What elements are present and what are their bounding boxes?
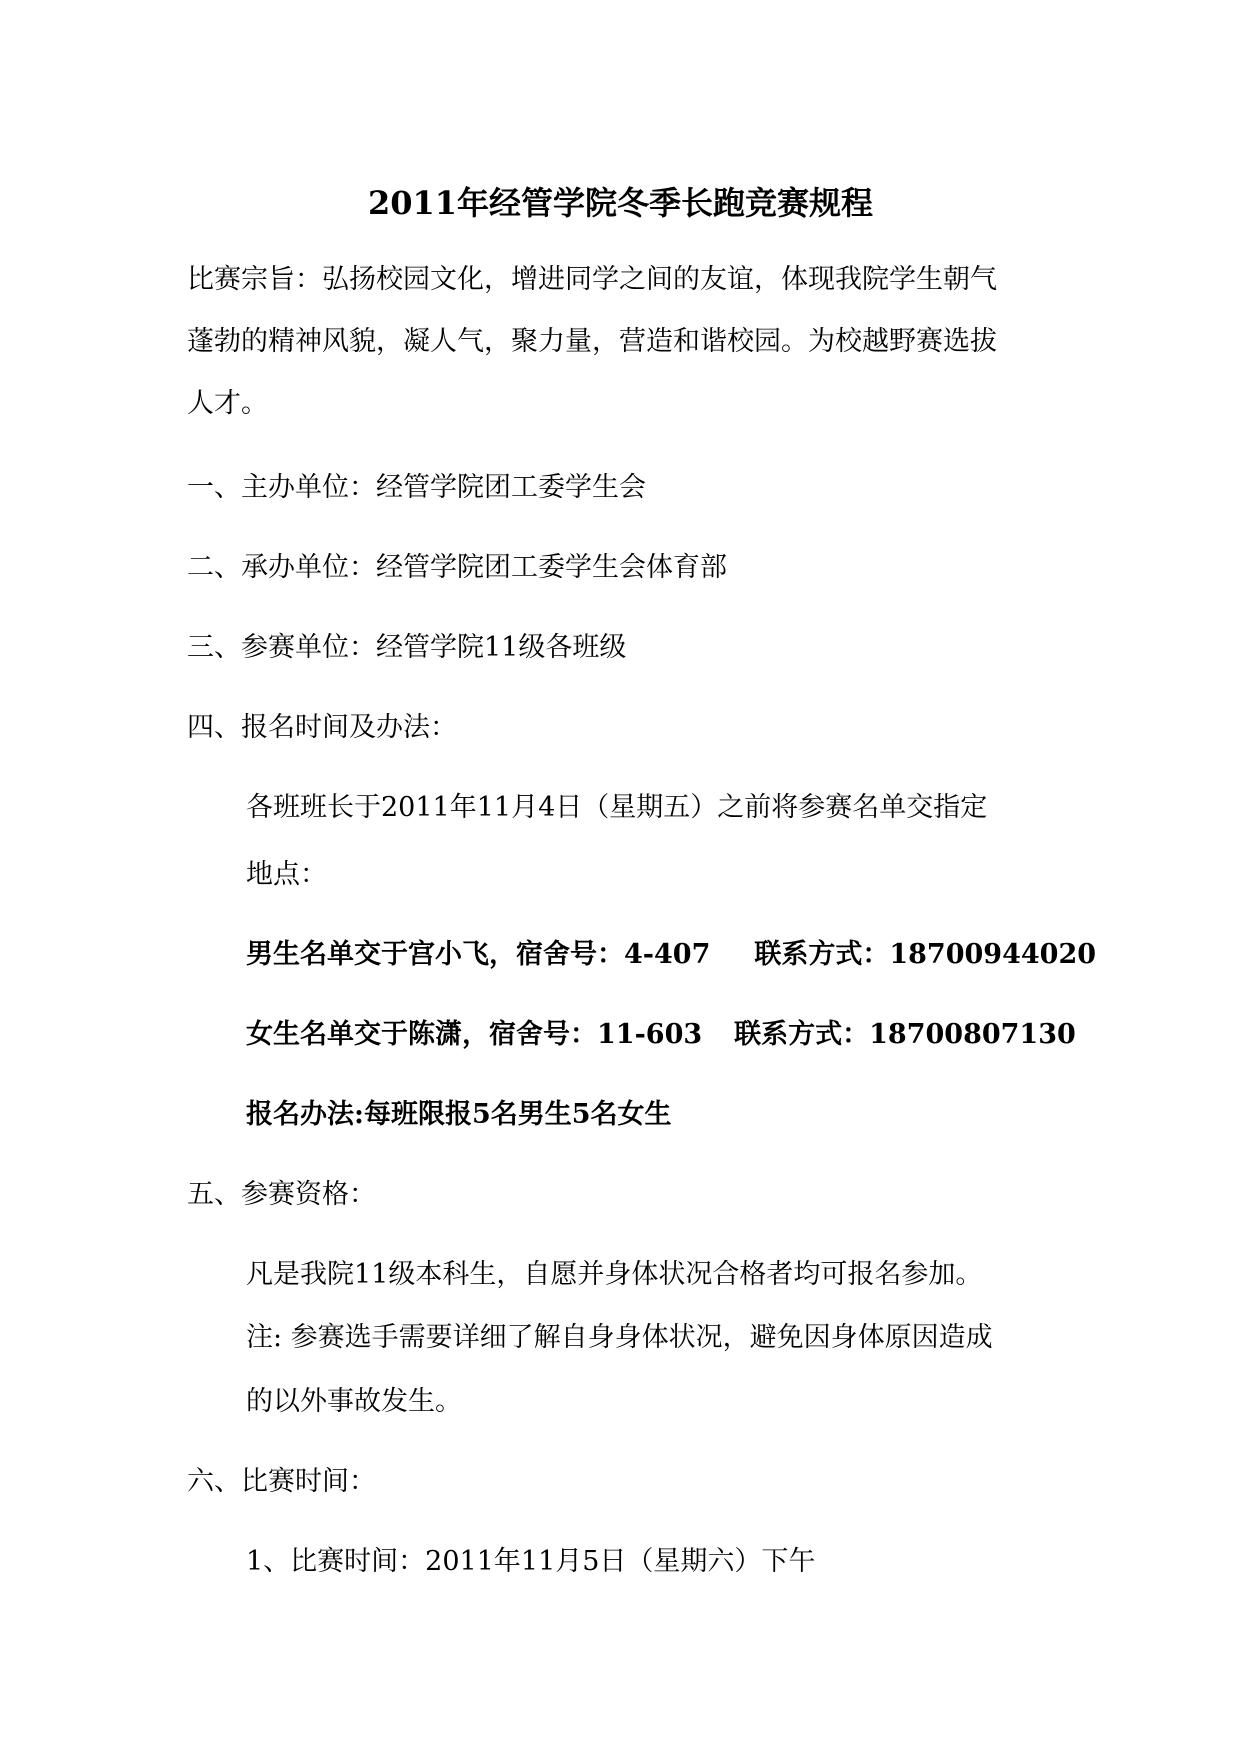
document-title: 2011年经管学院冬季长跑竞赛规程 (367, 184, 874, 222)
purpose-line-3: 人才。 (187, 388, 268, 419)
purpose-line-2: 蓬勃的精神风貌，凝人气，聚力量，营造和谐校园。为校越野赛选拔 (187, 326, 997, 357)
eligibility-line-2: 注: 参赛选手需要详细了解自身身体状况，避免因身体原因造成 (246, 1322, 993, 1353)
female-contact: 联系方式：18700807130 (734, 1019, 1076, 1050)
registration-line-1: 各班班长于2011年11月4日（星期五）之前将参赛名单交指定 (246, 792, 988, 823)
eligibility-heading: 五、参赛资格： (187, 1179, 376, 1210)
registration-method: 报名办法:每班限报5名男生5名女生 (246, 1099, 672, 1130)
purpose-line-1: 比赛宗旨：弘扬校园文化，增进同学之间的友谊，体现我院学生朝气 (187, 264, 997, 295)
male-contact: 联系方式：18700944020 (754, 939, 1097, 970)
registration-line-2: 地点： (246, 859, 327, 890)
female-dorm: 女生名单交于陈潇，宿舍号：11-603 (246, 1019, 703, 1050)
organizer-line: 一、主办单位：经管学院团工委学生会 (187, 472, 646, 503)
registration-heading: 四、报名时间及办法： (187, 712, 457, 743)
schedule-heading: 六、比赛时间： (187, 1466, 376, 1497)
male-registration-line (246, 937, 1096, 973)
female-registration-line (246, 1017, 1076, 1053)
host-line: 二、承办单位：经管学院团工委学生会体育部 (187, 552, 727, 583)
eligibility-line-3: 的以外事故发生。 (246, 1386, 462, 1417)
participants-line: 三、参赛单位：经管学院11级各班级 (187, 632, 627, 663)
male-dorm: 男生名单交于宫小飞，宿舍号：4-407 (246, 939, 711, 970)
schedule-item-1: 1、比赛时间：2011年11月5日（星期六）下午 (246, 1546, 816, 1577)
eligibility-line-1: 凡是我院11级本科生，自愿并身体状况合格者均可报名参加。 (246, 1259, 983, 1290)
